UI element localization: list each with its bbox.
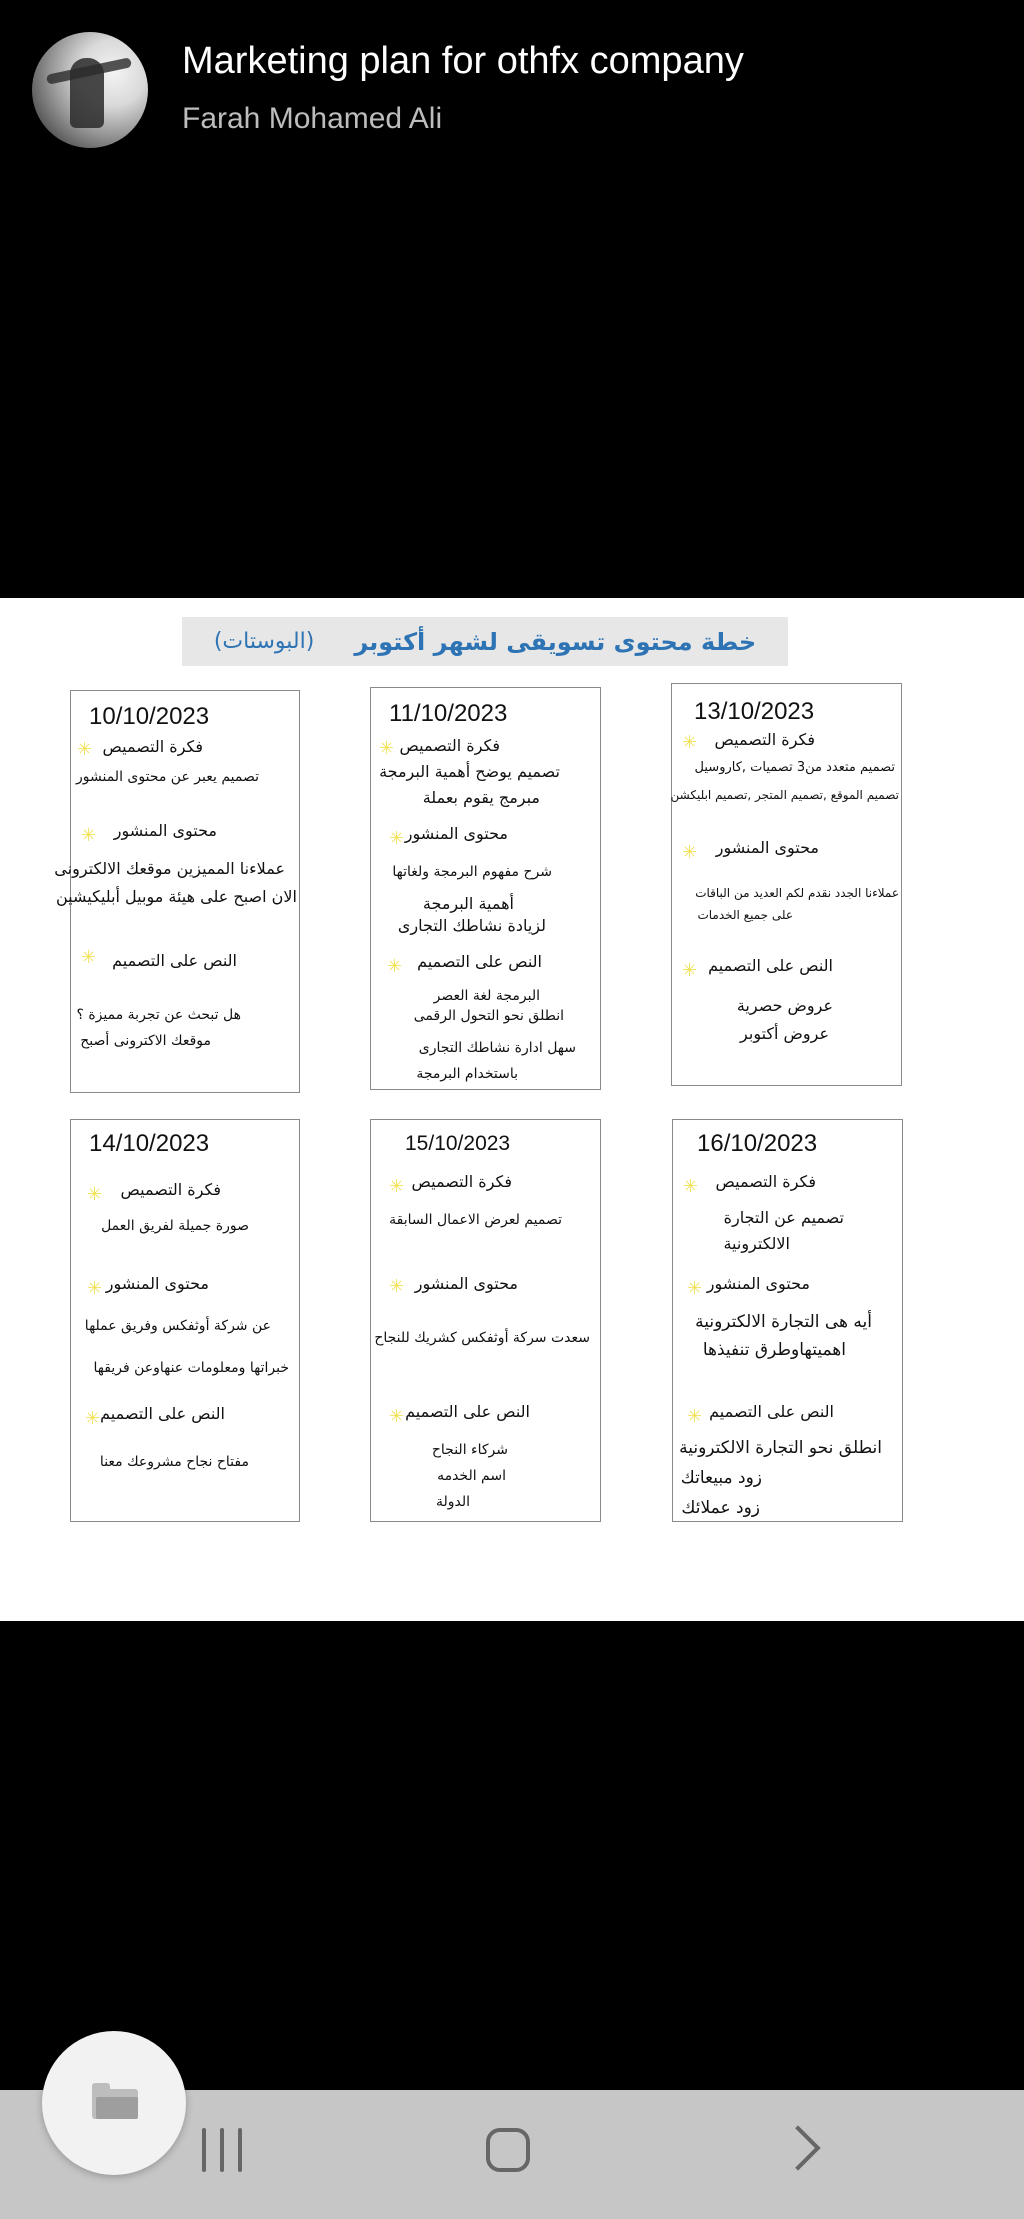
design-text-line: عروض أكتوبر (740, 1024, 829, 1043)
star-icon: ✳ (77, 739, 93, 760)
author-name: Farah Mohamed Ali (182, 102, 443, 135)
design-idea-line: مبرمج يقوم بعملة (422, 788, 540, 807)
viewer-header (0, 0, 1024, 160)
design-idea-line: تصميم الموقع ,تصميم المتجر ,تصميم ابليكشن (670, 788, 899, 802)
star-icon: ✳ (389, 1276, 405, 1297)
design-idea-line: الالكترونية (723, 1234, 790, 1253)
design-text-label: النص على التصميم (709, 1402, 834, 1421)
post-content-line: لزيادة نشاطك التجارى (397, 916, 546, 935)
design-text-line: اسم الخدمه (437, 1468, 506, 1484)
post-content-label: محتوى المنشور (404, 824, 508, 843)
post-content-line: عملاءنا المميزين موقعك الالكترونى (54, 859, 285, 878)
star-icon: ✳ (683, 1176, 699, 1197)
post-content-line: الان اصبح على هيئة موبيل أبليكيشين (56, 887, 297, 906)
post-content-line: عن شركة أوثفكس وفريق عملها (84, 1318, 271, 1334)
design-idea-line: تصميم متعدد من3 تصميات ,كاروسيل (694, 760, 895, 775)
post-content-line: خبراتها ومعلومات عنهاوعن فريقها (93, 1360, 289, 1376)
design-idea-label: فكرة التصميص (411, 1172, 512, 1191)
star-icon: ✳ (687, 1278, 703, 1299)
card-date: 14/10/2023 (89, 1130, 210, 1157)
design-text-line: باستخدام البرمجة (416, 1066, 518, 1082)
design-idea-line: تصميم عن التجارة (723, 1208, 844, 1227)
home-icon[interactable] (486, 2128, 530, 2172)
post-content-label: محتوى المنشور (706, 1274, 810, 1293)
star-icon: ✳ (81, 825, 97, 846)
design-text-line: هل تبحث عن تجربة مميزة ؟ (76, 1007, 241, 1023)
recent-apps-icon[interactable] (202, 2128, 242, 2172)
design-text-label: النص على التصميم (708, 956, 833, 975)
star-icon: ✳ (682, 732, 698, 753)
post-content-label: محتوى المنشور (715, 838, 819, 857)
star-icon: ✳ (687, 1406, 703, 1427)
doc-title: خطة محتوى تسويقى لشهر أكتوبر (354, 627, 757, 656)
design-idea-line: تصميم يعبر عن محتوى المنشور (76, 769, 259, 785)
plan-card-6 (672, 1119, 903, 1522)
design-idea-label: فكرة التصميص (102, 737, 203, 756)
folder-icon (92, 2083, 138, 2119)
design-text-label: النص على التصميم (417, 952, 542, 971)
post-content-label: محتوى المنشور (113, 821, 217, 840)
card-date: 16/10/2023 (697, 1130, 818, 1157)
design-idea-label: فكرة التصميص (715, 1172, 816, 1191)
post-content-line: شرح مفهوم البرمجة ولغاتها (392, 864, 552, 880)
card-date: 13/10/2023 (694, 698, 815, 725)
post-content-label: محتوى المنشور (105, 1274, 209, 1293)
doc-subtitle: (البوستات) (213, 629, 315, 654)
design-idea-label: فكرة التصميص (399, 736, 500, 755)
star-icon: ✳ (682, 960, 698, 981)
design-text-line: انطلق نحو التجارة الالكترونية (679, 1438, 882, 1458)
design-idea-line: تصميم يوضح أهمية البرمجة (379, 762, 560, 781)
plan-card-1 (54, 690, 300, 1093)
post-content-line: على جميع الخدمات (697, 908, 793, 922)
design-text-label: النص على التصميم (100, 1404, 225, 1423)
star-icon: ✳ (81, 947, 97, 968)
design-text-line: انطلق نحو التحول الرقمى (413, 1008, 564, 1024)
design-idea-label: فكرة التصميص (120, 1180, 221, 1199)
design-text-line: سهل ادارة نشاطك التجارى (418, 1040, 576, 1056)
star-icon: ✳ (379, 738, 395, 759)
design-text-line: زود عملائك (681, 1498, 760, 1518)
star-icon: ✳ (87, 1278, 103, 1299)
design-text-line: زود مبيعاتك (680, 1468, 762, 1488)
star-icon: ✳ (389, 1176, 405, 1197)
design-text-line: موقعك الاكترونى أصبح (80, 1033, 211, 1049)
design-text-line: الدولة (435, 1494, 470, 1510)
star-icon: ✳ (87, 1184, 103, 1205)
design-idea-line: صورة جميلة لفريق العمل (101, 1218, 249, 1234)
star-icon: ✳ (387, 956, 403, 977)
star-icon: ✳ (389, 828, 405, 849)
plan-card-2 (370, 687, 601, 1090)
plan-card-3 (671, 683, 902, 1086)
card-date: 15/10/2023 (405, 1132, 511, 1155)
design-text-label: النص على التصميم (112, 951, 237, 970)
document-title: Marketing plan for othfx company (182, 40, 744, 82)
post-content-line: عملاءنا الجدد نقدم لكم العديد من الباقات (695, 886, 899, 900)
doc-title-bar (182, 617, 788, 666)
post-content-line: أهمية البرمجة (422, 894, 514, 913)
plan-card-5 (370, 1119, 601, 1522)
author-avatar[interactable] (32, 32, 148, 148)
post-content-line: سعدت سركة أوثفكس كشريك للنجاح (374, 1330, 590, 1346)
design-text-line: شركاء النجاح (431, 1442, 508, 1458)
post-content-label: محتوى المنشور (414, 1274, 518, 1293)
design-idea-line: تصميم لعرض الاعمال السابقة (389, 1212, 562, 1228)
design-text-line: عروض حصرية (736, 996, 833, 1015)
open-folder-button[interactable] (42, 2031, 186, 2175)
star-icon: ✳ (85, 1408, 101, 1429)
design-text-label: النص على التصميم (405, 1402, 530, 1421)
post-content-line: اهميتهاوطرق تنفيذها (702, 1340, 846, 1360)
star-icon: ✳ (389, 1406, 405, 1427)
design-idea-label: فكرة التصميص (714, 730, 815, 749)
design-text-line: البرمجة لغة العصر (433, 988, 540, 1004)
plan-card-4 (70, 1119, 300, 1522)
star-icon: ✳ (682, 842, 698, 863)
card-date: 10/10/2023 (89, 703, 210, 730)
card-date: 11/10/2023 (389, 700, 508, 727)
document-page (0, 598, 1024, 1621)
design-text-line: مفتاح نجاح مشروعك معنا (99, 1454, 249, 1470)
post-content-line: أيه هى التجارة الالكترونية (695, 1312, 872, 1332)
